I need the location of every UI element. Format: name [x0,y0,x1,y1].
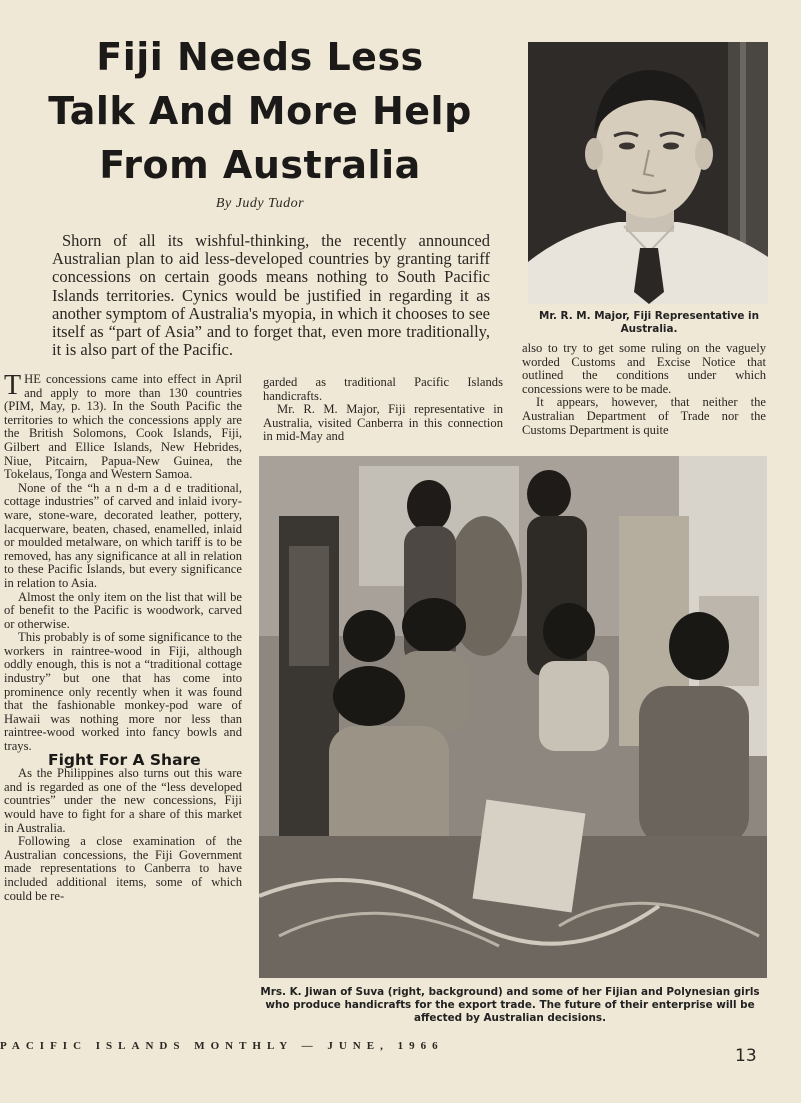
group-photo-caption: Mrs. K. Jiwan of Suva (right, background) and some of her Fijian and Polynesian girls who produce handicrafts for the export trade. The future of their enterprise will be affected by Australian decisions. [260,986,760,1024]
portrait-caption: Mr. R. M. Major, Fiji Representative in Australia. [538,310,759,335]
subheading: Fight For A Share [48,750,201,769]
col2-para-2: Mr. R. M. Major, Fiji representative in Australia, visited Canberra in this connection in mid-May and [263,402,503,444]
running-footer: PACIFIC ISLANDS MONTHLY — JUNE, 1966 [0,1040,444,1052]
byline: By Judy Tudor [215,196,305,211]
col3-para-2: It appears, however, that neither the Australian Department of Trade nor the Customs Department is quite [522,395,766,437]
col1-para-5: As the Philippines also turns out this ware and is regarded as one of the “less developed countries” under the new concessions, Fiji would have to fight for a share of this market in Australia. [4,766,242,835]
group-photo-image [259,456,767,978]
portrait-image [528,42,768,304]
title-line-3: From Australia [99,143,421,187]
col1-para-3: Almost the only item on the list that will be of benefit to the Pacific is woodwork, carved or otherwise. [4,589,242,631]
column-2 [263,376,503,444]
col1-para-2: None of the “h a n d-m a d e traditional, cottage industries” of carved and inlaid ivory-ware, stone-ware, decorated leather, pottery, lacquerware, beaten, chased, enamelled, inlaid or moulded metalware, on which tariff is to be removed, has any significance at all in relation to these Pacific Islands, but every significance in relation to Asia. [4,480,242,590]
title-line-2: Talk And More Help [48,89,472,133]
lead-paragraph: Shorn of all its wishful-thinking, the recently announced Australian plan to aid less-developed countries by granting tariff concessions on certain goods means nothing to South Pacific Islands territories. Cynics would be justified in regarding it as another symptom of Australia's myopia, in which it chooses to see itself as “part of Asia” and to forget that, even more traditionally, it is also part of the Pacific. [52,231,490,360]
col1-para-1: THE concessions came into effect in April and apply to more than 130 countries (PIM, May, p. 13). In the South Pacific the territories to which the concessions apply are the British Solomons, Cook Islands, Fiji, Gilbert and Ellice Islands, New Hebrides, Niue, Pitcairn, Papua-New Guinea, the Tokelaus, Tonga and Western Samoa. [4,370,242,482]
page-number: 13 [735,1046,757,1066]
group-photo [259,456,767,978]
drop-cap: T [4,370,22,401]
column-1 [4,370,242,903]
col2-para-1: garded as traditional Pacific Islands handicrafts. [263,375,503,403]
portrait-photo [528,42,768,304]
title-line-1: Fiji Needs Less [96,35,424,79]
col1-para-4: This probably is of some significance to the workers in raintree-wood in Fiji, although oddly enough, this is not a “traditional cottage industry” but one that has come into prominence only recently when it was found that the fashionable monkey-pod ware of Hawaii was nothing more nor less than raintree-wood worked into fancy bowls and trays. [4,630,242,754]
col3-para-1: also to try to get some ruling on the vaguely worded Customs and Excise Notice that outlined the conditions under which concessions were to be made. [522,341,766,396]
article-title [20,30,500,192]
col1-para-6: Following a close examination of the Australian concessions, the Fiji Government made representations to Canberra to have included additional items, some of which could be re- [4,834,242,903]
column-3 [522,342,766,437]
